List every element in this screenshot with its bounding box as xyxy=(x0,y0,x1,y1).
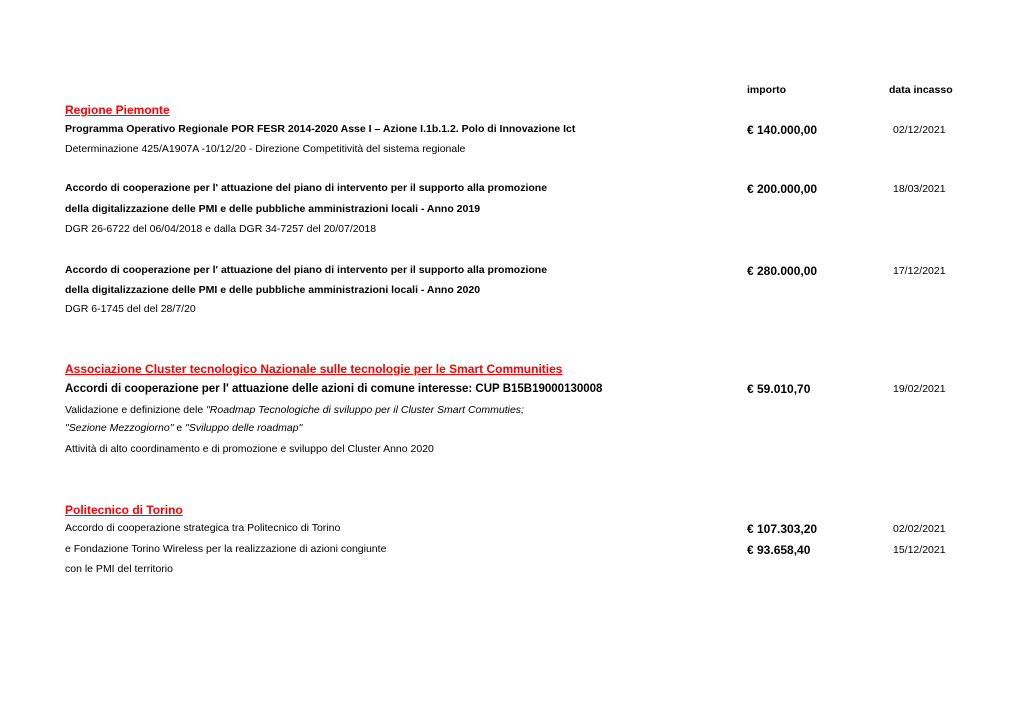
cluster-line3 xyxy=(65,422,302,435)
importo-header: importo xyxy=(747,84,787,96)
regione-entry1-line2: Determinazione 425/A1907A -10/12/20 - Direzione Competitività del sistema regionale xyxy=(65,143,466,155)
politecnico-line3: con le PMI del territorio xyxy=(65,563,173,575)
cluster-line4: Attività di alto coordinamento e di promozione e sviluppo del Cluster Anno 2020 xyxy=(65,443,434,455)
regione-entry2-line2: della digitalizzazione delle PMI e delle pubbliche amministrazioni locali - Anno 2019 xyxy=(65,203,481,215)
cluster-line2-prefix: Validazione e definizione dele xyxy=(65,404,207,416)
politecnico-line2: e Fondazione Torino Wireless per la realizzazione di azioni congiunte xyxy=(65,543,387,555)
regione-entry3-date: 17/12/2021 xyxy=(893,265,946,277)
data-incasso-header: data incasso xyxy=(889,84,953,96)
politecnico-date2: 15/12/2021 xyxy=(893,544,946,556)
regione-entry1-amount: € 140.000,00 xyxy=(747,123,818,137)
cluster-line2-italic: "Roadmap Tecnologiche di sviluppo per il Cluster Smart Commuties; xyxy=(206,404,524,416)
regione-entry3-amount: € 280.000,00 xyxy=(747,264,818,278)
cluster-line2 xyxy=(65,404,524,417)
regione-entry2-line1: Accordo di cooperazione per l' attuazione del piano di intervento per il supporto alla promozione xyxy=(65,182,548,194)
politecnico-line1: Accordo di cooperazione strategica tra Politecnico di Torino xyxy=(65,522,341,534)
politecnico-amount2: € 93.658,40 xyxy=(747,543,811,557)
regione-entry1-date: 02/12/2021 xyxy=(893,124,946,136)
cluster-title: Associazione Cluster tecnologico Nazionale sulle tecnologie per le Smart Communities xyxy=(65,362,563,376)
politecnico-amount1: € 107.303,20 xyxy=(747,522,818,536)
cluster-line3-italic2: "Sviluppo delle roadmap" xyxy=(185,422,303,434)
cluster-line3-mid: e xyxy=(173,422,186,434)
regione-entry2-amount: € 200.000,00 xyxy=(747,182,818,196)
politecnico-date1: 02/02/2021 xyxy=(893,523,946,535)
regione-entry1-line1: Programma Operativo Regionale POR FESR 2014-2020 Asse I – Azione I.1b.1.2. Polo di Innovazione Ict xyxy=(65,123,576,135)
cluster-line1: Accordi di cooperazione per l' attuazione delle azioni di comune interesse: CUP B15B19000130008 xyxy=(65,383,603,395)
regione-entry3-line1: Accordo di cooperazione per l' attuazione del piano di intervento per il supporto alla promozione xyxy=(65,264,548,276)
regione-entry3-line3: DGR 6-1745 del del 28/7/20 xyxy=(65,303,196,315)
cluster-date: 19/02/2021 xyxy=(893,383,946,395)
politecnico-title: Politecnico di Torino xyxy=(65,503,183,517)
cluster-amount: € 59.010,70 xyxy=(747,382,811,396)
regione-entry2-date: 18/03/2021 xyxy=(893,183,946,195)
regione-entry2-line3: DGR 26-6722 del 06/04/2018 e dalla DGR 34-7257 del 20/07/2018 xyxy=(65,223,377,235)
regione-entry3-line2: della digitalizzazione delle PMI e delle pubbliche amministrazioni locali - Anno 2020 xyxy=(65,284,481,296)
cluster-line3-italic1: "Sezione Mezzogiorno" xyxy=(65,422,174,434)
regione-piemonte-title: Regione Piemonte xyxy=(65,103,170,117)
